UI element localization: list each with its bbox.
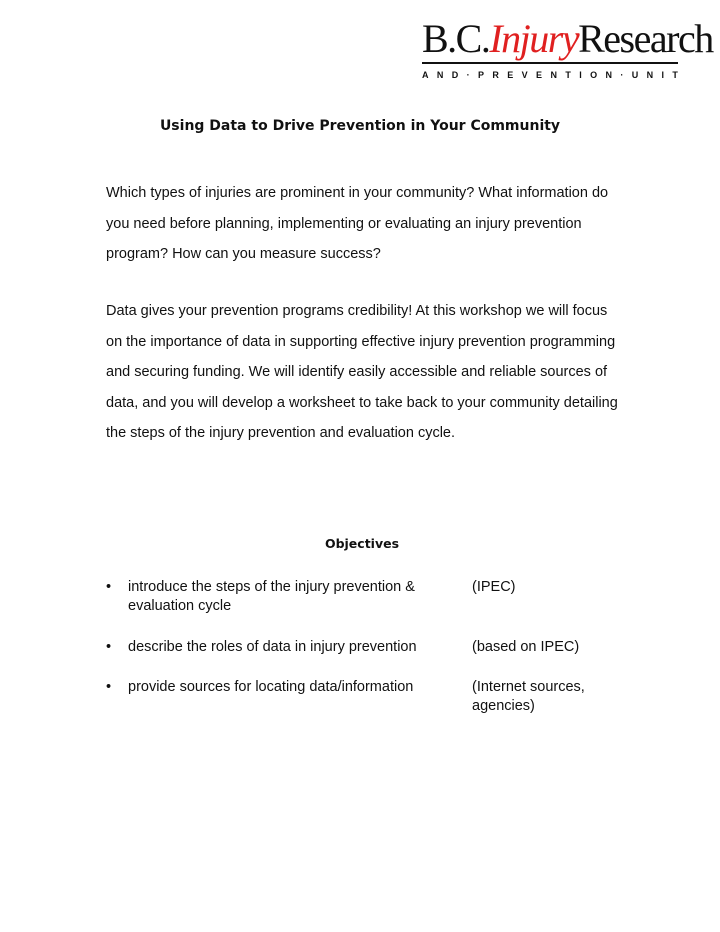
bullet-icon: •	[106, 639, 112, 655]
logo-subtitle-letter: N	[550, 70, 557, 80]
logo-subtitle-letter: E	[507, 70, 514, 80]
bc-injury-research-logo	[420, 14, 713, 84]
logo-subtitle-letter: I	[579, 70, 582, 80]
logo-subtitle-letter: ·	[620, 70, 624, 80]
logo-wordmark	[422, 14, 713, 64]
logo-name-suffix: Research	[578, 16, 713, 61]
logo-subtitle-letter: N	[436, 70, 444, 80]
logo-subtitle-letter: T	[565, 70, 571, 80]
logo-subtitle	[422, 70, 678, 80]
logo-subtitle-letter: A	[422, 70, 429, 80]
objectives-heading: Objectives	[324, 536, 400, 551]
logo-subtitle-letter: ·	[466, 70, 470, 80]
logo-name-prefix: B.C.	[422, 16, 490, 61]
logo-subtitle-letter: R	[492, 70, 499, 80]
objective-note: (based on IPEC)	[472, 639, 580, 655]
logo-subtitle-letter: U	[631, 70, 639, 80]
objective-text: describe the roles of data in injury prevention	[128, 639, 417, 655]
logo-subtitle-letter: V	[521, 70, 528, 80]
logo-subtitle-letter: N	[646, 70, 654, 80]
logo-subtitle-letter: I	[661, 70, 664, 80]
objective-note: (IPEC)	[472, 579, 516, 595]
objective-text: introduce the steps of the injury prevention & evaluation cycle	[128, 579, 415, 614]
objective-text: provide sources for locating data/information	[128, 679, 414, 695]
logo-name-accent: Injury	[489, 16, 579, 61]
logo-subtitle-letter: D	[451, 70, 459, 80]
objective-note: (Internet sources, agencies)	[472, 679, 585, 714]
logo-subtitle-letter: N	[605, 70, 612, 80]
logo-subtitle-letter: T	[672, 70, 678, 80]
logo-subtitle-letter: E	[536, 70, 543, 80]
page-title: Using Data to Drive Prevention in Your Community	[159, 118, 561, 134]
workshop-paragraph: Data gives your prevention programs credibility! At this workshop we will focus on the importance of data in supporting effective injury prevention programming and securing funding. We will identify easily accessible and reliable sources of data, and you will develop a worksheet to take back to your community detailing the steps of the injury prevention and evaluation cycle.	[106, 303, 618, 441]
logo-subtitle-letter: P	[478, 70, 485, 80]
bullet-icon: •	[106, 579, 112, 595]
logo-divider	[422, 62, 678, 64]
bullet-icon: •	[106, 679, 112, 695]
logo-subtitle-letter: O	[590, 70, 598, 80]
intro-paragraph: Which types of injuries are prominent in your community? What information do you need before planning, implementing or evaluating an injury prevention program? How can you measure success?	[106, 185, 609, 262]
